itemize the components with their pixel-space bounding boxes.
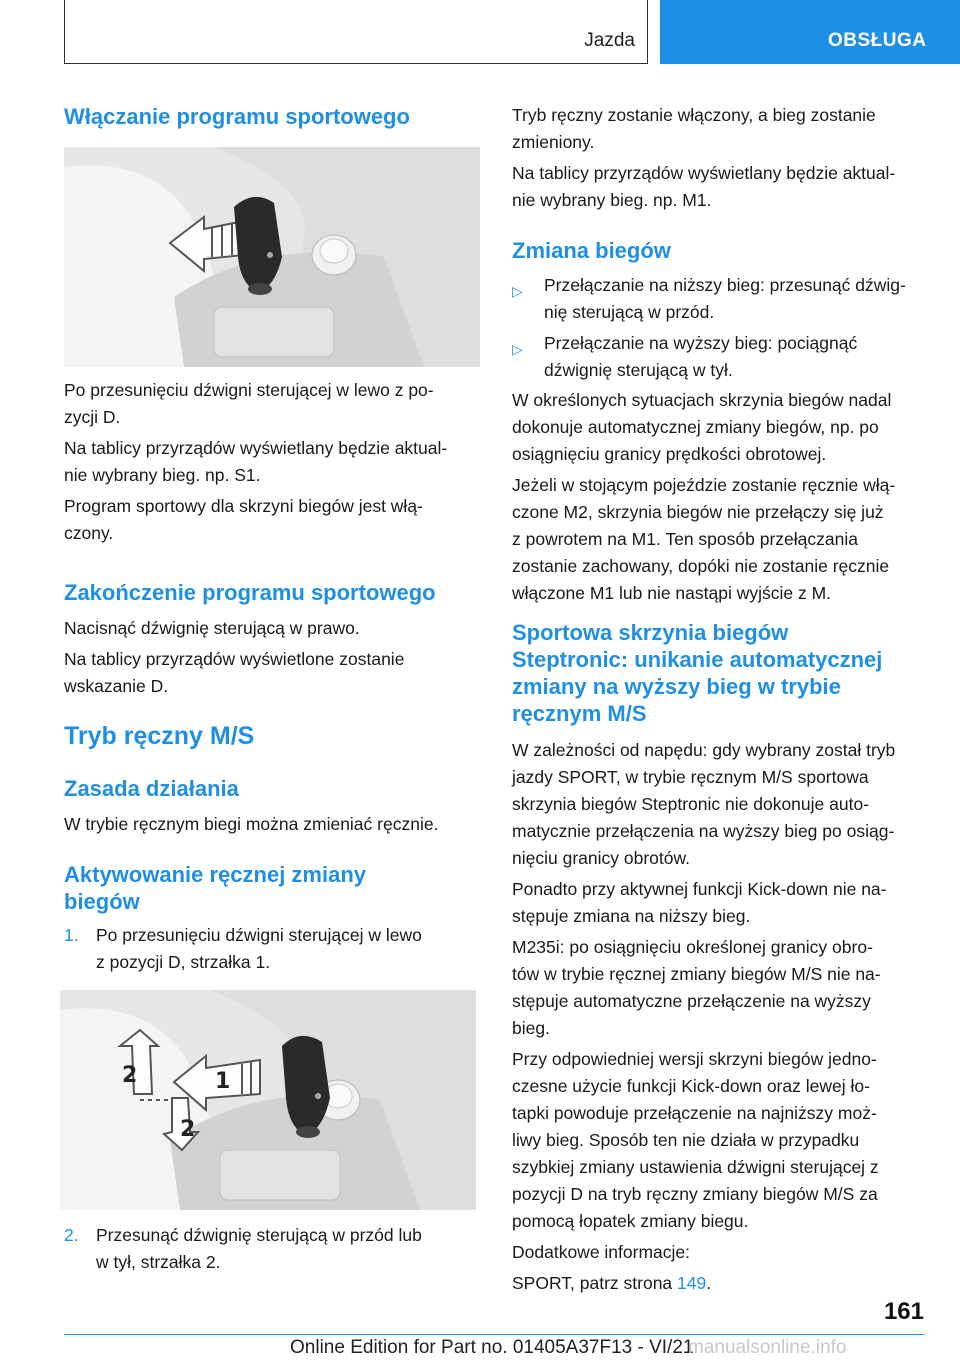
para-sport-off-2a: Na tablicy przyrządów wyświetlone zostanie (64, 649, 405, 669)
bullet-triangle-icon: ▷ (512, 341, 523, 357)
heading-shift-gears: Zmiana biegów (512, 238, 671, 263)
heading-steptronic-1: Sportowa skrzynia biegów (512, 620, 789, 645)
para-drive-4: matycznie przełączenia na wyższy bieg po osiąg- (512, 821, 895, 841)
para-manual-on-1a: Tryb ręczny zostanie włączony, a bieg zostanie (512, 105, 876, 125)
sport-ref-text: SPORT, patrz strona (512, 1273, 678, 1293)
heading-activate-line2: biegów (64, 889, 140, 914)
header-chapter: Jazda (584, 30, 635, 51)
heading-sport-off: Zakończenie programu sportowego (64, 580, 436, 605)
bullet-triangle-icon: ▷ (512, 283, 523, 299)
figure-gear-selector-manual (60, 990, 476, 1210)
para-standing-3: z powrotem na M1. Ten sposób przełączania (512, 529, 858, 549)
page-link-149[interactable]: 149 (677, 1273, 707, 1293)
para-paddle-3: tapki powoduje przełączenie na najniższy moż- (512, 1103, 877, 1123)
heading-sport-on: Włączanie programu sportowego (64, 104, 410, 129)
para-sport-ref (512, 1270, 711, 1297)
para-sport-on-1a: Po przesunięciu dźwigni sterującej w lewo z po- (64, 380, 434, 400)
bullet-upshift (512, 330, 932, 386)
page-number: 161 (883, 1298, 924, 1325)
para-drive-1: W zależności od napędu: gdy wybrany został tryb (512, 740, 896, 760)
figure-label-2-top: 2 (122, 1063, 138, 1088)
step-1-text-b: z pozycji D, strzałka 1. (96, 952, 271, 972)
heading-steptronic-4: ręcznym M/S (512, 701, 647, 726)
header-chapter-box (64, 0, 648, 64)
para-more-info: Dodatkowe informacje: (512, 1242, 690, 1262)
para-kickdown-2: stępuje zmiana na niższy bieg. (512, 906, 751, 926)
bullet-downshift-a: Przełączanie na niższy bieg: przesunąć dźwig- (544, 275, 906, 295)
step-2-text-b: w tył, strzałka 2. (96, 1252, 221, 1272)
para-principle: W trybie ręcznym biegi można zmieniać ręcznie. (64, 814, 439, 834)
para-sport-on-1b: zycji D. (64, 407, 121, 427)
para-sport-off-2b: wskazanie D. (64, 676, 169, 696)
figure-label-2-bottom: 2 (180, 1117, 196, 1142)
step-2 (64, 1222, 480, 1278)
footer-edition: Online Edition for Part no. 01405A37F13 - VI/21 (290, 1337, 694, 1358)
sport-ref-end: . (706, 1273, 712, 1293)
para-paddle-4: liwy bieg. Sposób ten nie działa w przypadku (512, 1130, 860, 1150)
footer-divider (64, 1334, 924, 1335)
bullet-upshift-b: dźwignię sterującą w tył. (544, 360, 733, 380)
bullet-downshift-b: nię sterującą w przód. (544, 302, 715, 322)
para-standing-2: czone M2, skrzynia biegów nie przełączy się już (512, 502, 884, 522)
para-sport-on-2a: Na tablicy przyrządów wyświetlany będzie aktual- (64, 438, 448, 458)
heading-manual-mode: Tryb ręczny M/S (64, 722, 255, 750)
header-section-label: OBSŁUGA (828, 30, 927, 51)
para-drive-5: nięciu granicy obrotów. (512, 848, 691, 868)
para-auto-shift-1: W określonych sytuacjach skrzynia biegów nadal (512, 390, 892, 410)
step-1-text-a: Po przesunięciu dźwigni sterującej w lewo (96, 925, 422, 945)
footer-watermark: manualsonline.info (688, 1337, 847, 1358)
para-paddle-7: pomocą łopatek zmiany biegu. (512, 1211, 749, 1231)
header-section-tab[interactable] (660, 0, 960, 64)
para-paddle-1: Przy odpowiedniej wersji skrzyni biegów jedno- (512, 1049, 877, 1069)
para-paddle-2: czesne użycie funkcji Kick-down oraz lewej ło- (512, 1076, 870, 1096)
para-paddle-5: szybkiej zmiany ustawienia dźwigni sterującej z (512, 1157, 879, 1177)
para-manual-on-2a: Na tablicy przyrządów wyświetlany będzie aktual- (512, 163, 896, 183)
para-m235i-3: stępuje automatyczne przełączenie na wyższy (512, 991, 871, 1011)
heading-steptronic-2: Steptronic: unikanie automatycznej (512, 647, 883, 672)
bullet-downshift (512, 272, 932, 328)
gear-selector-manual-illustration (60, 990, 476, 1210)
para-sport-on-3b: czony. (64, 523, 114, 543)
para-m235i-1: M235i: po osiągnięciu określonej granicy obro- (512, 937, 873, 957)
para-manual-on-2b: nie wybrany bieg. np. M1. (512, 190, 712, 210)
step-1 (64, 922, 480, 978)
figure-gear-selector-left (64, 147, 480, 367)
heading-activate-line1: Aktywowanie ręcznej zmiany (64, 862, 366, 887)
para-auto-shift-3: osiągnięciu granicy prędkości obrotowej. (512, 444, 827, 464)
para-sport-off-1: Nacisnąć dźwignię sterującą w prawo. (64, 618, 360, 638)
step-2-text-a: Przesunąć dźwignię sterującą w przód lub (96, 1225, 422, 1245)
heading-principle: Zasada działania (64, 776, 239, 801)
para-drive-2: jazdy SPORT, w trybie ręcznym M/S sportowa (512, 767, 869, 787)
para-auto-shift-2: dokonuje automatycznej zmiany biegów, np. po (512, 417, 879, 437)
para-sport-on-2b: nie wybrany bieg. np. S1. (64, 465, 261, 485)
para-kickdown-1: Ponadto przy aktywnej funkcji Kick-down nie na- (512, 879, 887, 899)
para-drive-3: skrzynia biegów Steptronic nie dokonuje auto- (512, 794, 870, 814)
heading-steptronic-3: zmiany na wyższy bieg w trybie (512, 674, 841, 699)
para-standing-4: zostanie zachowany, dopóki nie zostanie ręcznie (512, 556, 890, 576)
bullet-upshift-a: Przełączanie na wyższy bieg: pociągnąć (544, 333, 858, 353)
step-1-number: 1. (64, 925, 79, 945)
gear-selector-illustration (64, 147, 480, 367)
para-m235i-2: tów w trybie ręcznej zmiany biegów M/S nie na- (512, 964, 881, 984)
para-sport-on-3a: Program sportowy dla skrzyni biegów jest włą- (64, 496, 423, 516)
para-m235i-4: bieg. (512, 1018, 550, 1038)
para-paddle-6: pozycji D na tryb ręczny zmiany biegów M/S za (512, 1184, 878, 1204)
para-standing-1: Jeżeli w stojącym pojeździe zostanie ręcznie włą- (512, 475, 896, 495)
para-standing-5: włączone M1 lub nie nastąpi wyjście z M. (512, 583, 832, 603)
step-2-number: 2. (64, 1225, 79, 1245)
para-manual-on-1b: zmieniony. (512, 132, 595, 152)
figure-label-1: 1 (215, 1069, 231, 1094)
